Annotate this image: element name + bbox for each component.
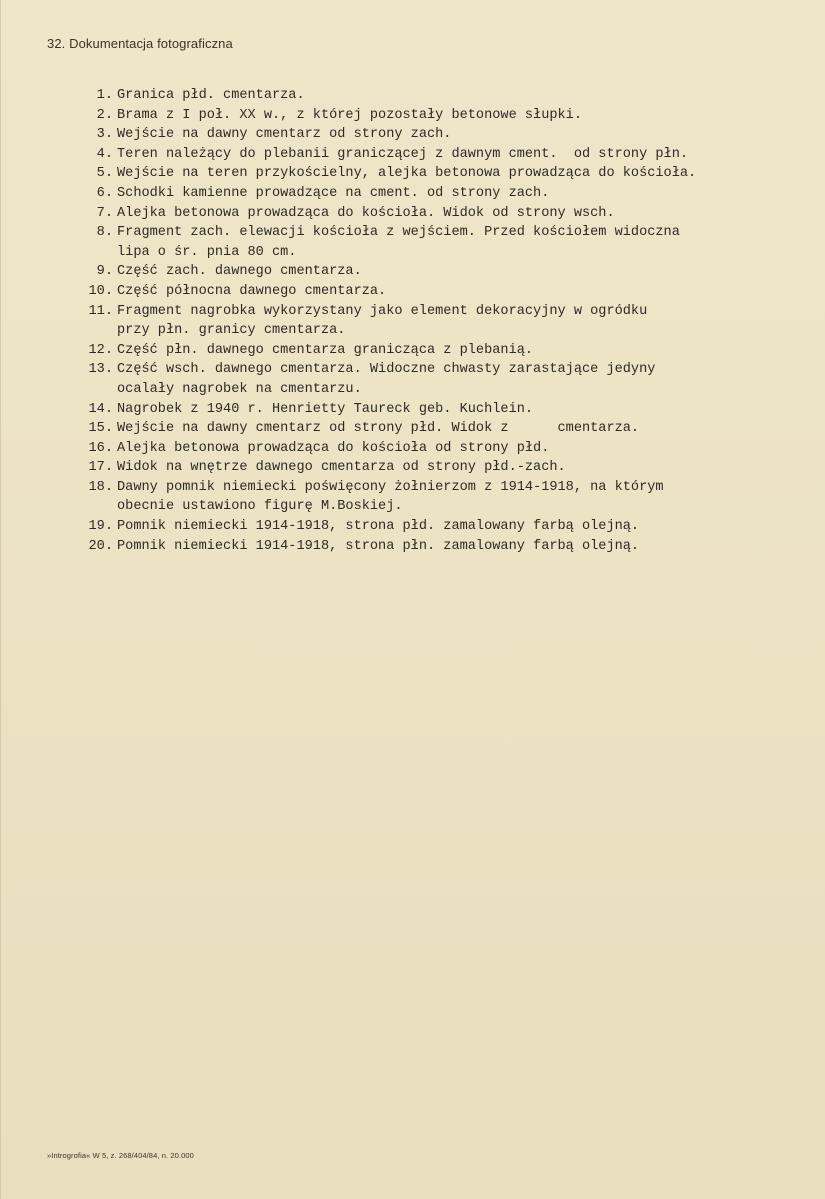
item-number: 8. — [96, 225, 113, 241]
item-number: 6. — [96, 185, 113, 201]
item-text: Część wsch. dawnego cmentarza. Widoczne chwasty zarastające jedyny ocalały nagrobek na cmentarzu. — [117, 362, 656, 397]
list-item — [73, 86, 823, 106]
list-item — [73, 145, 823, 165]
list-item — [73, 478, 823, 517]
photo-documentation-list — [73, 86, 823, 556]
item-number: 17. — [88, 460, 113, 476]
printer-imprint: »Introgrofia« W 5, z. 268/404/84, n. 20.000 — [47, 1151, 194, 1160]
item-number: 7. — [96, 205, 113, 221]
list-item — [73, 262, 823, 282]
item-text: Wejście na teren przykościelny, alejka betonowa prowadząca do kościoła. — [117, 166, 697, 182]
item-text: Alejka betonowa prowadząca do kościoła od strony płd. — [117, 440, 550, 456]
item-number: 10. — [88, 283, 113, 299]
item-text: Fragment nagrobka wykorzystany jako element dekoracyjny w ogródku przy płn. granicy cmentarza. — [117, 303, 648, 339]
item-text: Część zach. dawnego cmentarza. — [117, 264, 362, 280]
list-item — [73, 400, 823, 420]
item-number: 16. — [88, 440, 113, 456]
list-item — [73, 282, 823, 302]
item-number: 5. — [96, 166, 113, 182]
item-number: 15. — [88, 421, 113, 437]
item-text: Schodki kamienne prowadzące na cment. od strony zach. — [117, 185, 550, 201]
item-text: Część płn. dawnego cmentarza granicząca z plebanią. — [117, 342, 534, 358]
item-text: Dawny pomnik niemiecki poświęcony żołnierzom z 1914-1918, na którym obecnie ustawiono figurę M.Boskiej. — [117, 479, 664, 515]
list-item — [73, 106, 823, 126]
list-item — [73, 341, 823, 361]
list-item — [73, 439, 823, 459]
item-number: 2. — [96, 107, 113, 123]
list-item — [73, 223, 823, 262]
item-number: 12. — [88, 342, 113, 358]
item-number: 9. — [96, 264, 113, 280]
list-item — [73, 537, 823, 557]
item-number: 4. — [96, 146, 113, 162]
section-heading: 32. Dokumentacja fotograficzna — [47, 36, 233, 51]
list-item — [73, 125, 823, 145]
item-number: 20. — [88, 538, 113, 554]
item-text: Alejka betonowa prowadząca do kościoła. Widok od strony wsch. — [117, 205, 615, 221]
item-text: Granica płd. cmentarza. — [117, 88, 305, 103]
list-item — [73, 419, 823, 439]
item-text: Wejście na dawny cmentarz od strony płd. Widok z cmentarza. — [117, 421, 640, 437]
item-text: Część północna dawnego cmentarza. — [117, 283, 387, 299]
list-item — [73, 458, 823, 478]
list-item — [73, 164, 823, 184]
item-text: Pomnik niemiecki 1914-1918, strona płn. zamalowany farbą olejną. — [117, 538, 640, 554]
item-number: 13. — [88, 362, 113, 378]
list-item — [73, 360, 823, 399]
item-text: Brama z I poł. XX w., z której pozostały betonowe słupki. — [117, 107, 582, 123]
list-item — [73, 517, 823, 537]
item-number: 1. — [96, 88, 113, 103]
item-text: Nagrobek z 1940 r. Henrietty Taureck geb. Kuchlein. — [117, 401, 534, 417]
item-number: 18. — [88, 479, 113, 495]
item-text: Pomnik niemiecki 1914-1918, strona płd. zamalowany farbą olejną. — [117, 519, 640, 535]
item-number: 11. — [88, 303, 113, 319]
item-text: Teren należący do plebanii graniczącej z dawnym cment. od strony płn. — [117, 146, 689, 162]
item-text: Widok na wnętrze dawnego cmentarza od strony płd.-zach. — [117, 460, 566, 476]
list-item — [73, 302, 823, 341]
item-text: Wejście na dawny cmentarz od strony zach. — [117, 127, 452, 143]
item-text: Fragment zach. elewacji kościoła z wejściem. Przed kościołem widoczna lipa o śr. pnia 80 cm. — [117, 225, 680, 260]
item-number: 3. — [96, 127, 113, 143]
list-item — [73, 184, 823, 204]
list-item — [73, 204, 823, 224]
item-number: 19. — [88, 519, 113, 535]
item-number: 14. — [88, 401, 113, 417]
